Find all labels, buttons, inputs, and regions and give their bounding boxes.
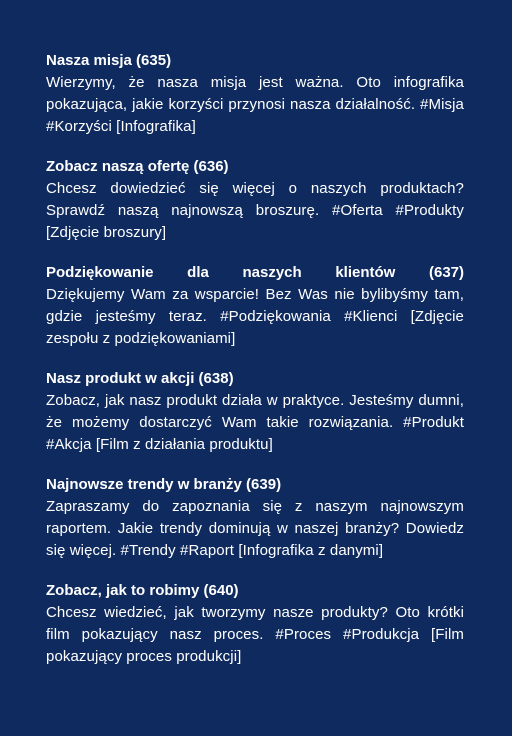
post-body: Zobacz, jak nasz produkt działa w praktyce. Jesteśmy dumni, że możemy dostarczyć Wam takie rozwiązania. #Produkt #Akcja [Film z działania produktu] [46, 392, 464, 453]
post-title: Nasza misja (635) [46, 52, 172, 69]
post-639 [46, 474, 464, 562]
post-body: Zapraszamy do zapoznania się z naszym najnowszym raportem. Jakie trendy dominują w naszej branży? Dowiedz się więcej. #Trendy #Raport [Infografika z danymi] [46, 498, 464, 559]
post-title: Zobacz, jak to robimy (640) [46, 582, 239, 599]
post-body: Dziękujemy Wam za wsparcie! Bez Was nie bylibyśmy tam, gdzie jesteśmy teraz. #Podziękowania #Klienci [Zdjęcie zespołu z podziękowaniami] [46, 286, 464, 347]
post-body: Chcesz dowiedzieć się więcej o naszych produktach? Sprawdź naszą najnowszą broszurę. #Oferta #Produkty [Zdjęcie broszury] [46, 180, 464, 241]
post-635 [46, 50, 464, 138]
post-638 [46, 368, 464, 456]
post-title: Zobacz naszą ofertę (636) [46, 158, 229, 175]
post-637 [46, 262, 464, 350]
post-title: Najnowsze trendy w branży (639) [46, 476, 282, 493]
post-title: Podziękowanie dla naszych klientów (637) [46, 264, 464, 281]
post-title: Nasz produkt w akcji (638) [46, 370, 234, 387]
post-636 [46, 156, 464, 244]
post-body: Wierzymy, że nasza misja jest ważna. Oto infografika pokazująca, jakie korzyści przynosi nasza działalność. #Misja #Korzyści [Infografika] [46, 74, 464, 135]
post-640 [46, 580, 464, 668]
post-body: Chcesz wiedzieć, jak tworzymy nasze produkty? Oto krótki film pokazujący nasz proces. #Proces #Produkcja [Film pokazujący proces produkcji] [46, 604, 464, 665]
